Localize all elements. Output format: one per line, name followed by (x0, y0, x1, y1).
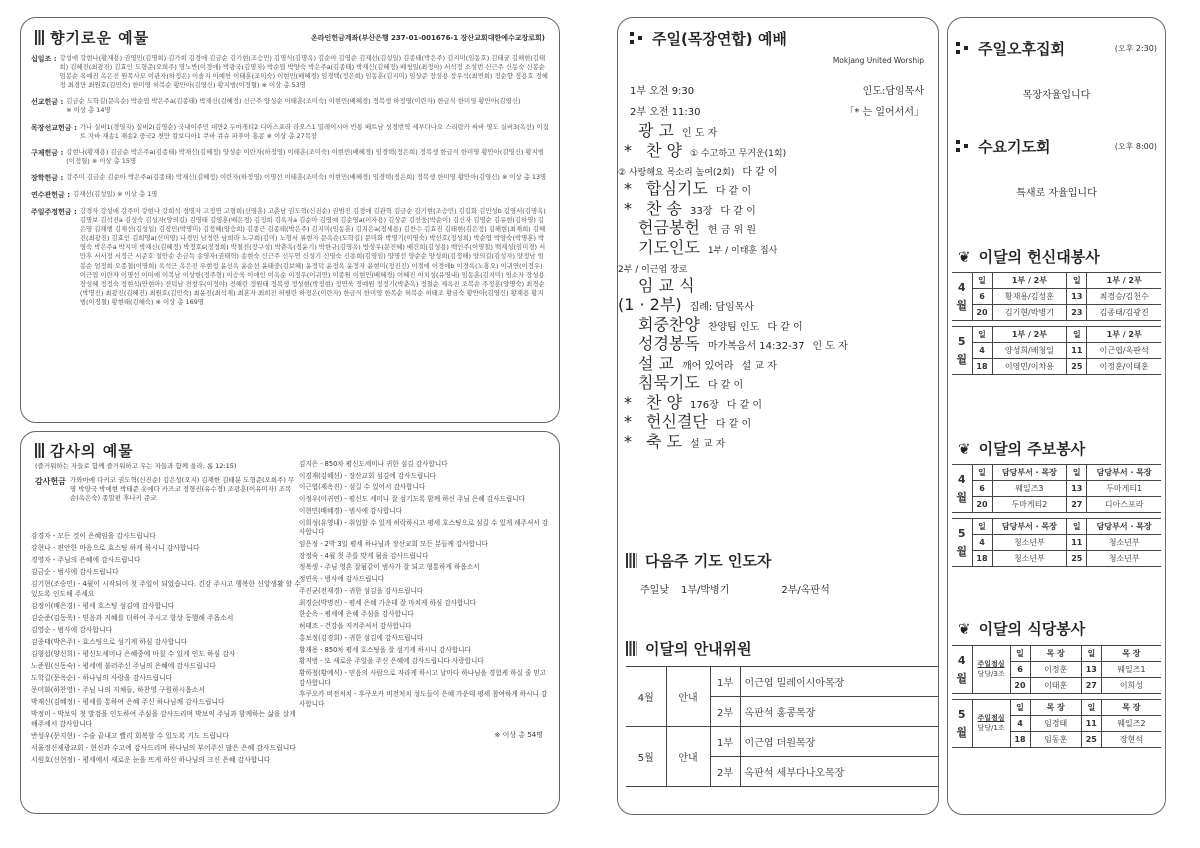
order-name: 회중찬양 (638, 314, 700, 334)
thanks-item: 최경순(박명진) - 평세 은혜 가운데 잘 마치게 하심 감사합니다 (299, 598, 477, 607)
thanks-item: 황하청(황예식) - 믿음의 사람으로 자라게 하시고 날마다 하나님을 경험케 하실 줄 믿고 감사합니다 (299, 669, 547, 687)
sched-row (952, 497, 1161, 513)
kitchen-table (952, 645, 1161, 748)
order-right: 설 교 자 (741, 360, 777, 372)
order-star: * (624, 179, 632, 199)
order-row (618, 218, 938, 238)
offering-group-total: ※ 이상 총 1명 (117, 189, 158, 198)
order-right: 인 도 자 (682, 128, 718, 139)
sched-name: 청소년부 (992, 535, 1067, 551)
sched-name: 이근엽/옥판석 (1087, 343, 1161, 359)
order-name: 성경봉독 (638, 334, 700, 354)
thanks-item: 박정미 - 박보익 첫 발검을 인도하여 주심을 감사드리며 박보익 주님과 함께하는 삶을 살게 해주세서 감사합니다 (31, 710, 296, 729)
sched-name: 최경승/김천수 (1087, 289, 1161, 305)
sched-day: 18 (972, 551, 992, 567)
guide-part: 2부 (710, 757, 740, 787)
guide-part: 2부 (710, 697, 740, 727)
offering-group-names: 강현나(황재용) 김금순 박은주a(김종태) 박재신(김혜정) 양성순 이란자(하정영) 이태훈(조미숙) 이현민(배혜경) 임경택(정은희) 정복생 한금식 한미영 황안아(김영신) 황지범(이정혈) (66, 147, 544, 165)
offering-group-names: 강성애 강현나(황재용) 권영민(김명희) 김가희 김경애 김금순 김기현(조승민) 김명식(김명옥) 김순아 김영순 김재선(김성일) 김종태(박은주) 김지미(임동호) 김태균 김해현(김태희) 김혜진(최광진) 김효인 도형준(오희주) 명노반(이경애) 박광국(김명자) 박순엽 박양숙 박은주a(김종태) 박재신(김혜정) 배청일(최정아) 서석정 소성번 신근주 신동숙 신봉순 엄봉순 옥예진 옥은진 원목사모 이관자(하정은) 이솔지 이예헌 이태훈(조미숙) 이현민(배혜경) 임경택(정은희) 임동훈(김지미) 임상준 장성용 장우석(최연희) 정순향 정용호 정혜정 최경만 최원호(김민숙) 한미영 허복순 황안아(김영신) 황지범(이정혈) (59, 54, 548, 90)
sched-row (952, 551, 1161, 567)
sched-side (972, 700, 1010, 748)
order-star: * (624, 392, 632, 412)
sched-h-day: 일 (1067, 519, 1087, 535)
order-center: 33장 (690, 205, 713, 217)
sched-month: 4 월 (952, 273, 972, 321)
offering-group (31, 190, 549, 200)
guides-title: 이달의 안내위원 (626, 638, 752, 659)
sched-h-day: 일 (1067, 327, 1087, 343)
sched-name: 디아스포라 (1087, 497, 1161, 513)
order-name: 침묵기도 (638, 373, 700, 393)
heart-leaf-icon: ❦ (958, 439, 971, 458)
special-thanks-text: 가와마에 다키코 권도혁(신진순) 김은성(오지) 김재한 김태분 도형준(오희주) 무명 박양국 박애현 박태준 옷에다 카즈코 정형진(유수경) 조광훈(이유미자) 조복순(옥은숙) 종말편 후나키 준코 (69, 476, 295, 503)
order-right: 다 같 이 (707, 380, 744, 392)
order-name: 설 교 (638, 353, 674, 373)
order-center: 마가복음서 14:32-37 (707, 341, 805, 353)
sched-h-col: 담당부서 · 목장 (992, 519, 1067, 535)
sched-day: 11 (1081, 716, 1101, 732)
guide-month: 5월 (626, 727, 666, 787)
order-right: 집례: 담임목사 (689, 302, 755, 314)
bulletin-table (952, 464, 1161, 567)
thanks-item: 정복생 - 주님 영혼 잘됨같이 범사가 잘 되고 형통하게 하옵소서 (299, 563, 480, 572)
sched-header-row (952, 273, 1161, 289)
order-right: 설 교 자 (690, 438, 726, 450)
stripe-icon (626, 553, 637, 568)
order-center: 176장 (690, 399, 719, 411)
sched-header-row (952, 465, 1161, 481)
sched-h-col: 담당부서 · 목장 (1087, 465, 1161, 481)
offering-group-label: 장학헌금 : (31, 173, 64, 182)
order-right: 다 같 이 (720, 205, 756, 217)
guide-row (626, 727, 938, 757)
offering-group (31, 54, 549, 90)
guide-name: 이근엽 더원목장 (740, 727, 938, 757)
offering-group-label: 연수관헌금 : (31, 190, 71, 199)
thanks-item: 이정우(이귀연) - 평신도 세미나 잘 섬기도록 함께 하신 주님 은혜 감사드립니다 (299, 495, 525, 504)
thanks-item: 노준원(신동숙) - 평세에 불러주신 주님의 은혜에 감사드립니다 (31, 662, 216, 671)
order-name: 찬 양 (646, 392, 682, 412)
guide-month: 4월 (626, 667, 666, 727)
sched-day: 25 (1067, 551, 1087, 567)
sched-name: 장현석 (1101, 732, 1161, 748)
order-star: * (624, 140, 632, 160)
thanks-item: 김영순 - 범사에 감사합니다 (31, 626, 113, 635)
sched-h-day: 일 (1081, 646, 1101, 662)
sched-month: 4 월 (952, 465, 972, 513)
stripe-icon (626, 641, 637, 656)
sched-h-day: 일 (972, 519, 992, 535)
sched-name: 청소년부 (1087, 535, 1161, 551)
order-center: ① 수고하고 무거운(1회) ② 사랑해요 목소리 높여(2회) (618, 148, 787, 178)
thanks-total: ※ 이상 총 54명 (494, 731, 543, 739)
thanks-right-list (299, 460, 553, 712)
sched-day: 11 (1067, 343, 1087, 359)
sched-h-day: 일 (1010, 700, 1030, 716)
thanks-item: 문미화(하찬영) - 주님 나의 지체들, 하찬영 구원하시옵소서 (31, 686, 205, 695)
sched-name: 이영민/이차용 (992, 359, 1067, 375)
order-name: 찬 송 (646, 198, 682, 218)
order-row (618, 354, 938, 374)
sched-row (952, 289, 1161, 305)
order-right: 다 같 이 (726, 399, 763, 411)
thanks-item: 김기현(조승민) - 4월이 시작되어 첫 주일이 되었습니다. 건강 주시고 행복한 신앙생활 할 수 있도록 인도해 주세요 (31, 580, 301, 598)
kitchen-title: ❦ 이달의 식당봉사 (958, 619, 1086, 638)
offering-group-total: ※ 이상 총 13명 (501, 172, 547, 181)
offering-group-body (60, 54, 549, 90)
sched-h-col: 1부 / 2부 (992, 327, 1067, 343)
offering-title: 향기로운 예물 (35, 27, 149, 48)
side-label: 주일점심 (977, 659, 1005, 668)
sched-h-col: 목 장 (1030, 700, 1081, 716)
thanks-item: 한순옥 - 평세에 은혜 주심을 감사합니다 (299, 610, 414, 619)
sched-h-col: 목 장 (1030, 646, 1081, 662)
offering-group (31, 123, 549, 141)
sched-name: 이태훈 (1030, 678, 1081, 694)
order-right: 헌 금 위 원 (707, 225, 757, 237)
sched-header-row (952, 519, 1161, 535)
order-name: 헌금봉헌 (638, 218, 700, 238)
sched-row (952, 305, 1161, 321)
order-row (618, 121, 938, 141)
stand-note: 「* 는 일어서서」 (844, 107, 924, 118)
wednesday-title: 수요기도회 (956, 136, 1050, 157)
thanks-left-list (31, 532, 301, 768)
thanks-item: 이근엽(제옥진) - 섬길 수 있어서 감사합니다 (299, 483, 426, 492)
offering-group-body (80, 207, 549, 307)
offering-group-names: 강경자 강성애 강주미 강현나 강희석 경명자 고정연 고형희(신영훈) 고춘남 권도혁(신진순) 권범진 김경애 김관혁 김금순 김기현(조승민) 김길화 김민성b 김영서(김명옥) 김명보 김석진a 김성숙 김성자(양의길) 김영태 김영훈(배은경) 김정희 김옥자a 김순아 김영애 김순영a(이자용) 김상준 김선웅(박순이) 김신자 김영순 김유현(김하영) 김은영 김재행 김재선(김성일) 김정민(박명미) 김정혜(양승희) 김종근 김종태(박은주) 김지미(임동훈) 김지은a(정세용) 김찬수 김효진 김태현(김은정) 김해현(최재희) 김혜진(최광진) 김효인 김희영a(신미영) 나경민 남정란 남희라 노구희(김미) 노형서 류현자 문옥순(도학길) 문미화 박명기(이명숙) 박선호(정성희) 박순엽 박양숙(박명훈) 박영숙 박은주a 박지미 박재신(김혜정) 박정호s(정정희) 박철진(장구성) 박춘옥(정윤기) 박한규(김영옥) 방성우(문진혜) 배건희(김성용) 백인주(이영철) 백재성(임미경) 서만후 서서정 서정근 서준호 설안순 손금득 송영자(권태혁) 송현숙 신근주 신두연 신성기 신영숙 신용희(김영임) 양명선 양순순 양성희(김정해) 양의길(김성자) 양정남 엄봉순 엄정희 오종철(이명희) 옥석근 옥은진 우현정 윤선옥 윤순선 윤태중(김보혜) 윤정덕 윤정옥 윤정자 윤현미(정진진) 이경애 이경애b 이경옥(노홍오) 이귀연(이정우) 이근엽 이란자 이명선 이미애 이복남 이상현(정주형) 이승욱 이애인 이옥순 이정우(이귀연) 이종원 이현민(배혜경) 이혜진 이치성(유영내) 임동훈(김지미) 임소자 장성용 장성혜 정정숙 정현석(안현아) 전덕남 전창우(이정야) 전해린 정원태 정복생 정성현(박정현) 정연욱 정예원 정정기(박춘옥) 정철순 제옥진 조복순 주정훈(양명숙) 최경순(박명진) 최광진(김혜진) 최원호(김민숙) 최윤진(최석재) 최혼자 최희진 허필란 하정은(이란자) 한금식 한미영 한복순 허복순 허태조 황금숙 황안아(김영신) 황재용 황지범(이정혈) 황현태(김혜숙) (79, 206, 546, 306)
account-info: 온라인헌금계좌(부산은행 237-01-001676-1 장산교회대한예수교장로회) (311, 33, 545, 42)
thanks-item: 황재용 - 850차 평세 호스팅을 잘 섬기게 하시니 감사합니다 (299, 645, 471, 654)
thanks-item: 후쿠오카 비전처치 - 후쿠오카 비전처치 성도들이 은혜 가운데 평세 참여하게 하시니 감사합니다 (299, 690, 548, 708)
thanks-item: 이경재(김혜선) - 장산교회 섬김에 감사드립니다 (299, 471, 436, 480)
thanks-item: 경영자 - 주님의 은혜에 감사드립니다 (31, 556, 141, 565)
sched-h-col: 1부 / 2부 (992, 273, 1067, 289)
sched-name: 두마게티1 (1087, 481, 1161, 497)
order-center: 찬양팀 인도 (707, 321, 760, 333)
next-prayer-title: 다음주 기도 인도자 (626, 550, 771, 571)
sched-h-day: 일 (972, 327, 992, 343)
heart-leaf-icon: ❦ (958, 247, 971, 266)
thanks-item: 주진균(전재경) - 귀한 섬김을 감사드립니다 (299, 586, 424, 595)
dedication-title: ❦ 이달의 헌신대봉사 (958, 247, 1100, 266)
worship-time-1: 1부 오전 9:30 (630, 86, 695, 97)
afternoon-time: (오후 2:30) (1114, 44, 1157, 53)
thanks-item: 장정숙 - 4월 첫 주를 맞게 됨을 감사드립니다 (299, 551, 429, 560)
sched-day: 20 (1010, 678, 1030, 694)
dedication-table (952, 272, 1161, 375)
right-section (947, 17, 1166, 815)
sched-side (972, 646, 1010, 694)
sched-month: 5 월 (952, 519, 972, 567)
sched-h-col: 담당부서 · 목장 (1087, 519, 1161, 535)
order-right: 다 같 이 (715, 186, 752, 198)
guide-name: 이근엽 밀레이시아목장 (740, 667, 938, 697)
sched-row (952, 359, 1161, 375)
guide-name: 옥판석 홍콩목장 (740, 697, 938, 727)
order-row (618, 412, 938, 432)
worship-leader: 인도:담임목사 (862, 86, 924, 97)
order-row (618, 393, 938, 413)
sched-day: 4 (972, 535, 992, 551)
thanks-item: 서울정신제광교회 - 현신과 수고에 감사드리며 하나님의 부어주신 많은 은혜 감사드립니다 (31, 744, 296, 753)
sched-name: 김종태/김광진 (1087, 305, 1161, 321)
order-name: 헌신결단 (646, 412, 708, 432)
sched-name: 양성희/배청일 (992, 343, 1067, 359)
sched-month: 4 월 (952, 646, 972, 694)
sched-name: 황재용/김성훈 (992, 289, 1067, 305)
order-right: 다 같 이 (742, 166, 778, 178)
sched-name: 웨일즈3 (992, 481, 1067, 497)
thanks-item: 도학길(문옥순) - 하나님의 사랑을 감사드립니다 (31, 674, 173, 683)
sched-name: 김기현/박병기 (992, 305, 1067, 321)
order-name: 합심기도 (646, 179, 708, 199)
order-row (618, 373, 938, 393)
sched-day: 4 (1010, 716, 1030, 732)
sched-day: 11 (1067, 535, 1087, 551)
offering-section (20, 17, 560, 423)
sched-h-day: 일 (1081, 700, 1101, 716)
offering-group-body (66, 97, 549, 115)
offering-group-label: 주일주정헌금 : (31, 207, 77, 216)
sched-month: 5 월 (952, 700, 972, 748)
side-group: 담당/1조 (977, 723, 1005, 732)
thanks-item: 강현나 - 편안한 마음으로 효스팅 하게 하시니 감사합니다 (31, 544, 200, 553)
order-star: * (624, 431, 632, 451)
sched-day: 23 (1067, 305, 1087, 321)
sched-name: 이정훈 (1030, 662, 1081, 678)
sched-day: 13 (1067, 481, 1087, 497)
sched-day: 18 (1010, 732, 1030, 748)
sched-name: 두마게티2 (992, 497, 1067, 513)
order-right: 인 도 자 (812, 341, 848, 353)
order-row (618, 432, 938, 452)
thanks-item: 김지은 - 850차 평신도세미나 귀한 섬김 감사합니다 (299, 460, 448, 468)
next-prayer-row: 주일낮 1부/박병기 2부/옥판석 (640, 585, 830, 596)
sched-month: 5 월 (952, 327, 972, 375)
offering-group (31, 173, 549, 183)
sched-row (952, 535, 1161, 551)
guide-row (626, 667, 938, 697)
side-label: 주일점심 (977, 713, 1005, 722)
special-thanks-label: 감사헌금 (35, 477, 66, 486)
offering-group-total: ※ 이상 총 53명 (261, 81, 306, 90)
sched-name: 임경태 (1030, 716, 1081, 732)
sched-day: 18 (972, 359, 992, 375)
offering-group-label: 목장선교헌금 : (31, 123, 77, 132)
sched-day: 27 (1081, 678, 1101, 694)
worship-section (617, 17, 939, 815)
afternoon-text: 목장자율입니다 (1022, 90, 1091, 101)
guides-table (626, 666, 938, 787)
offering-group-body (66, 148, 549, 166)
sched-h-col: 담당부서 · 목장 (992, 465, 1067, 481)
offering-group-total: ※ 이상 총 14명 (66, 106, 111, 115)
thanks-item: 허태조 - 건강을 지켜주셔서 감사합니다 (299, 622, 412, 631)
sched-name: 이정훈/이태훈 (1087, 359, 1161, 375)
sched-h-col: 목 장 (1101, 700, 1161, 716)
sched-day: 6 (1010, 662, 1030, 678)
order-row (618, 238, 938, 277)
sched-name: 청소년부 (1087, 551, 1161, 567)
offering-group-label: 선교헌금 : (31, 98, 64, 107)
sched-h-col: 목 장 (1101, 646, 1161, 662)
order-name: 기도인도 (638, 237, 700, 257)
worship-subtitle: Mokjang United Worship (832, 56, 924, 65)
worship-order (618, 121, 938, 541)
thanks-item: 서원호(신현정) - 평세에서 새로운 눈을 뜨게 하신 하나님의 크신 은혜 감사합니다 (31, 756, 271, 765)
sched-row (952, 481, 1161, 497)
thanks-item: 이현민(배혜경) - 범사에 감사합니다 (299, 506, 402, 515)
order-name: 임 교 식 (1 · 2부) (618, 276, 695, 315)
guide-part: 1부 (710, 667, 740, 697)
thanks-item: 김금순 - 범사에 감사드립니다 (31, 568, 119, 577)
sched-h-day: 일 (1067, 465, 1087, 481)
order-star: * (624, 412, 632, 432)
thanks-title: 감사의 예물 (35, 440, 134, 461)
bulletin-title: ❦ 이달의 주보봉사 (958, 439, 1086, 458)
offering-group-body (80, 123, 549, 141)
offering-group-body (73, 190, 157, 200)
guide-role: 안내 (666, 667, 710, 727)
sched-name: 웨일즈1 (1101, 662, 1161, 678)
offering-group-total: ※ 이상 총 15명 (91, 156, 137, 165)
worship-title: 주일(목장연합) 예배 (630, 28, 787, 49)
offering-group (31, 97, 549, 115)
sched-name: 이희성 (1101, 678, 1161, 694)
thanks-item: 김정이(배은경) - 평세 호스팅 섬김에 감사합니다 (31, 602, 175, 610)
guide-name: 옥판석 세부다나오목장 (740, 757, 938, 787)
order-row (618, 141, 938, 180)
dots-icon (956, 42, 970, 56)
sched-h-col: 1부 / 2부 (1087, 273, 1161, 289)
order-right: 다 같 이 (715, 419, 752, 431)
thanks-item: 김형섭(양신희) - 평신도세미나 은혜중에 마칠 수 있게 인도 하심 감사 (31, 650, 236, 659)
order-row (618, 276, 938, 315)
sched-h-day: 일 (972, 465, 992, 481)
worship-time-2: 2부 오전 11:30 (630, 107, 701, 118)
side-group: 담당/3조 (977, 669, 1005, 678)
order-center: 깨어 있어라 (682, 360, 734, 372)
sched-header-row (952, 327, 1161, 343)
wednesday-text: 특새로 자율입니다 (1016, 188, 1097, 199)
thanks-item: 정연욱 - 범사에 감사드립니다 (299, 575, 385, 584)
offering-group-label: 십일조 : (31, 55, 57, 63)
sched-header-row (952, 700, 1161, 716)
thanks-item: 이희성(유영내) - 취업할 수 있게 허락하시고 평세 호스팅으로 섬길 수 있게 해주셔서 감사합니다 (299, 518, 549, 537)
sched-h-day: 일 (972, 273, 992, 289)
thanks-item: 박재신(김혜정) - 평세를 통하여 은혜 주신 하나님께 감사드립니다 (31, 698, 225, 707)
dots-icon (630, 32, 644, 46)
sched-day: 25 (1067, 359, 1087, 375)
offering-group-total: ※ 이상 총 27목장 (266, 131, 318, 140)
sched-h-col: 1부 / 2부 (1087, 327, 1161, 343)
sched-name: 청소년부 (992, 551, 1067, 567)
sched-day: 27 (1067, 497, 1087, 513)
offering-group-label: 구제헌금 : (31, 148, 64, 157)
offering-group-names: 강주미 김금순 김순아 박은주a(김종태) 박재신(김혜정) 이란자(하정영) 이명선 이태훈(조미숙) 이현민(배혜경) 임경택(정은희) 정복생 한미영 황안아(김영신) (66, 172, 502, 181)
dots-icon (956, 140, 970, 154)
order-right: 1부 / 이태훈 집사 2부 / 이근엽 장로 (618, 245, 778, 275)
order-row (618, 199, 938, 219)
thanks-item: 황지범 - 또 새로운 주일을 주신 은혜에 감사드립니다 사랑합니다 (299, 657, 484, 666)
afternoon-title: 주일오후집회 (956, 38, 1065, 59)
thanks-verse: (즐거워하는 자들로 함께 즐거워하고 우는 자들과 함께 울라, 롬 12:15) (35, 462, 237, 470)
offering-group-names: 김금순 도학길(문옥순) 박순엽 박은주a(김종태) 박재신(김혜정) 신근주 양성순 이태훈(조미숙) 이현민(배혜경) 정복생 하정영(이란자) 한금식 한미영 황안아(김영신) (66, 97, 521, 106)
order-right: 다 같 이 (767, 321, 803, 333)
guide-part: 1부 (710, 727, 740, 757)
order-star: * (624, 198, 632, 218)
sched-day: 25 (1081, 732, 1101, 748)
sched-day: 6 (972, 481, 992, 497)
order-row (618, 315, 938, 335)
thanks-item: 반성우(문지현) - 수술 끝내고 빨리 회복할 수 있도록 기도 드립니다 (31, 732, 229, 741)
offering-group (31, 207, 549, 307)
offering-group-names: 가나 실버1(경영자) 실버2(김영순) 국내이주민 대만2 두마게티2 디아스포라 라오스1 밀레이시아 반통 베트남 성경번역 세부다나오 스리랑카 싸바 영도 실버3(옥선) 이집트 자바 재송1 재송2 중국2 천만 캄보디아1 쿠바 큐슈 파푸아 홍콩 (79, 122, 549, 140)
sched-header-row (952, 646, 1161, 662)
order-name: 축 도 (646, 431, 682, 451)
offering-group-total: ※ 이상 총 169명 (155, 297, 204, 306)
sched-h-day: 일 (1067, 273, 1087, 289)
sched-day: 4 (972, 343, 992, 359)
sched-day: 20 (972, 497, 992, 513)
thanks-item: 홍보정(김경희) - 귀한 섬김에 감사드립니다 (299, 633, 424, 642)
wednesday-time: (오후 8:00) (1114, 142, 1157, 151)
stripe-icon (35, 30, 44, 45)
heart-leaf-icon: ❦ (958, 619, 971, 638)
order-name: 찬 양 (646, 140, 682, 160)
offering-group-names: 김재선(김성일) (73, 189, 118, 198)
offering-group (31, 148, 549, 166)
offering-groups (31, 54, 549, 307)
sched-name: 임동훈 (1030, 732, 1081, 748)
sched-row (952, 343, 1161, 359)
order-row (618, 334, 938, 354)
sched-h-day: 일 (1010, 646, 1030, 662)
guide-role: 안내 (666, 727, 710, 787)
thanks-item: 임은정 - 2박 3일 평세 하나님과 장산교회 모든 분들께 감사합니다 (299, 539, 488, 548)
sched-day: 6 (972, 289, 992, 305)
offering-group-body (66, 173, 546, 183)
thanks-item: 강경자 - 모든 것이 은혜임을 감사드립니다 (31, 532, 156, 540)
sched-day: 13 (1081, 662, 1101, 678)
thanks-item: 김종태(박은주) - 효스팅으로 섬기게 하심 감사합니다 (31, 638, 188, 647)
stripe-icon (35, 443, 44, 458)
sched-name: 웨일즈2 (1101, 716, 1161, 732)
order-row (618, 179, 938, 199)
sched-day: 13 (1067, 289, 1087, 305)
thanks-section (20, 431, 560, 814)
thanks-item: 김순준(김동욱) - 믿음과 지혜를 더하여 주시고 항상 동행해 주옵소서 (31, 614, 234, 623)
order-name: 광 고 (638, 121, 674, 140)
sched-day: 20 (972, 305, 992, 321)
